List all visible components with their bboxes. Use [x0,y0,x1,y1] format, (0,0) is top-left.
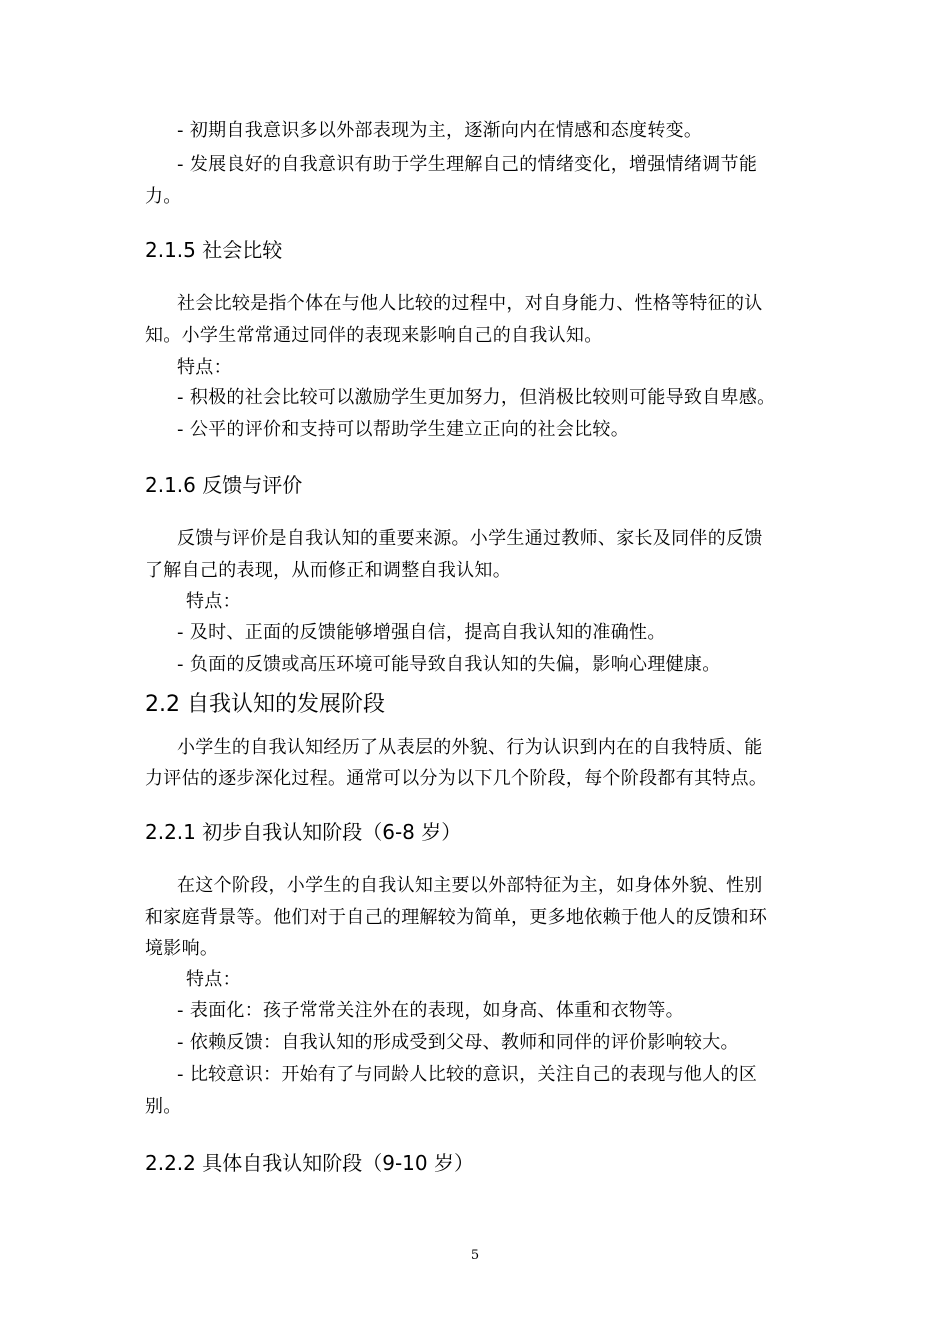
paragraph-line: 力评估的逐步深化过程。通常可以分为以下几个阶段，每个阶段都有其特点。 [145,768,768,789]
bullet-line: - 发展良好的自我意识有助于学生理解自己的情绪变化，增强情绪调节能 [177,154,758,175]
section-heading-2-1-6: 2.1.6 反馈与评价 [145,473,303,497]
section-heading-2-2-1: 2.2.1 初步自我认知阶段（6-8 岁） [145,820,462,844]
section-heading-2-1-5: 2.1.5 社会比较 [145,238,283,262]
paragraph-line: 社会比较是指个体在与他人比较的过程中，对自身能力、性格等特征的认 [177,293,763,314]
features-label: 特点： [186,969,241,990]
paragraph-line: 在这个阶段，小学生的自我认知主要以外部特征为主，如身体外貌、性别 [177,875,763,896]
paragraph-line: 反馈与评价是自我认知的重要来源。小学生通过教师、家长及同伴的反馈 [177,528,763,549]
paragraph-line: 和家庭背景等。他们对于自己的理解较为简单，更多地依赖于他人的反馈和环 [145,907,768,928]
section-heading-2-2-2: 2.2.2 具体自我认知阶段（9-10 岁） [145,1151,474,1175]
bullet-line: - 依赖反馈：自我认知的形成受到父母、教师和同伴的评价影响较大。 [177,1032,739,1053]
paragraph-line: 小学生的自我认知经历了从表层的外貌、行为认识到内在的自我特质、能 [177,737,763,758]
bullet-line: - 负面的反馈或高压环境可能导致自我认知的失偏，影响心理健康。 [177,654,721,675]
bullet-line-cont: 别。 [145,1096,182,1117]
section-heading-2-2: 2.2 自我认知的发展阶段 [145,692,385,717]
bullet-line: - 公平的评价和支持可以帮助学生建立正向的社会比较。 [177,419,630,440]
bullet-line: - 积极的社会比较可以激励学生更加努力，但消极比较则可能导致自卑感。 [177,387,776,408]
bullet-line: - 及时、正面的反馈能够增强自信，提高自我认知的准确性。 [177,622,666,643]
paragraph-line: 了解自己的表现，从而修正和调整自我认知。 [145,560,511,581]
bullet-line: - 初期自我意识多以外部表现为主，逐渐向内在情感和态度转变。 [177,120,703,141]
page-number: 5 [470,1248,480,1263]
bullet-line-cont: 力。 [145,186,182,207]
features-label: 特点： [186,591,241,612]
bullet-line: - 表面化：孩子常常关注外在的表现，如身高、体重和衣物等。 [177,1000,684,1021]
paragraph-line: 知。小学生常常通过同伴的表现来影响自己的自我认知。 [145,325,603,346]
features-label: 特点： [177,357,232,378]
paragraph-line: 境影响。 [145,938,219,959]
bullet-line: - 比较意识：开始有了与同龄人比较的意识，关注自己的表现与他人的区 [177,1064,758,1085]
